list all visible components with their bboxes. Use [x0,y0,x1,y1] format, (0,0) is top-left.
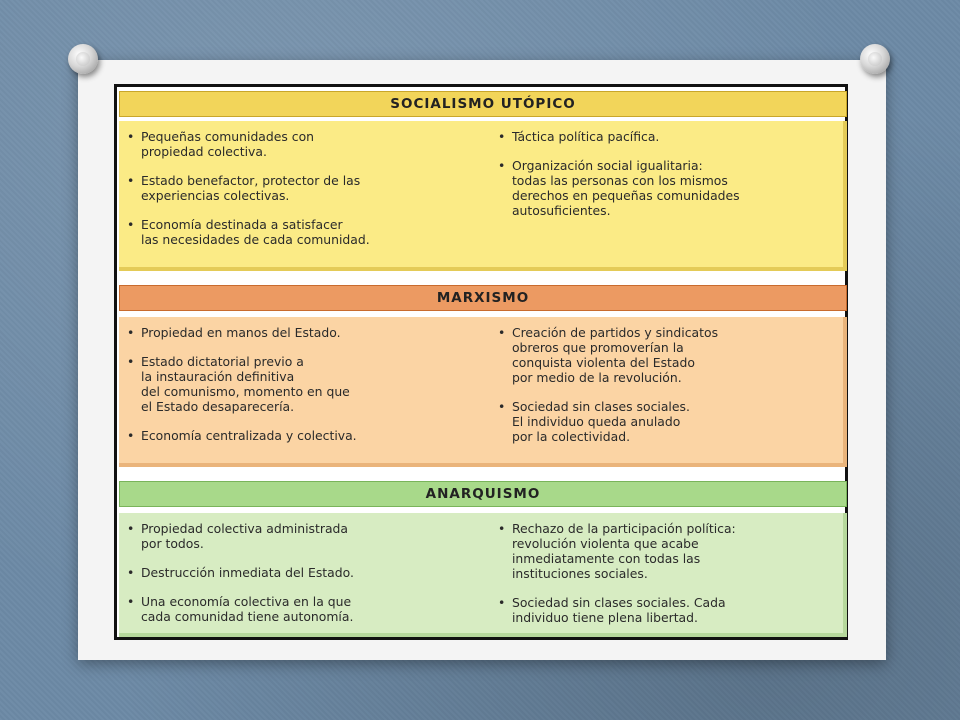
list-item [127,565,498,580]
bullet-icon: • [497,158,506,173]
bullet-icon: • [497,325,506,340]
list-item-text: Táctica política pacífica. [511,129,660,144]
list-item [498,399,837,444]
list-item-text: Propiedad en manos del Estado. [141,325,341,340]
list-item [127,521,498,551]
list-item [127,594,498,624]
list-item-text: Creación de partidos y sindicatos obreros que promoverían la conquista violenta del Estado por medio de la revolución. [511,325,719,385]
bullet-icon: • [127,173,135,188]
left-column [127,129,498,267]
left-column [127,325,498,463]
bullet-icon: • [127,428,135,443]
list-item-text: Estado dictatorial previo a la instauración definitiva del comunismo, momento en que el Estado desaparecería. [141,354,350,414]
list-item [127,325,498,340]
list-item-text: Rechazo de la participación política: revolución violenta que acabe inmediatamente con todas las instituciones sociales. [511,521,736,581]
list-item [127,173,498,203]
section-title-marxismo: MARXISMO [119,285,847,311]
list-item [127,217,498,247]
list-item-text: Economía destinada a satisfacer las necesidades de cada comunidad. [141,217,370,247]
bullet-icon: • [497,399,506,414]
list-item [498,158,837,218]
section-panel-anarquismo [119,513,847,637]
bullet-icon: • [127,354,135,369]
list-item [498,129,837,144]
bullet-icon: • [127,565,135,580]
list-item [127,354,498,414]
list-item-text: Propiedad colectiva administrada por todos. [141,521,349,551]
pushpin-icon [860,44,890,74]
bullet-icon: • [127,594,135,609]
section-title-anarquismo: ANARQUISMO [119,481,847,507]
bullet-icon: • [127,521,135,536]
list-item-text: Organización social igualitaria: todas las personas con los mismos derechos en pequeñas comunidades autosuficientes. [511,158,740,218]
section-panel-marxismo [119,317,847,467]
bullet-icon: • [127,325,135,340]
list-item [498,521,837,581]
comparison-table [114,84,848,640]
bullet-icon: • [497,129,506,144]
left-column [127,521,498,633]
list-item [127,428,498,443]
list-item [498,325,837,385]
section-panel-socialismo-utopico [119,121,847,271]
list-item-text: Economía centralizada y colectiva. [141,428,357,443]
list-item [127,129,498,159]
list-item-text: Destrucción inmediata del Estado. [141,565,354,580]
list-item [498,595,837,625]
list-item-text: Estado benefactor, protector de las experiencias colectivas. [141,173,361,203]
right-column [498,325,837,463]
right-column [498,521,837,633]
bullet-icon: • [497,521,506,536]
pushpin-icon [68,44,98,74]
list-item-text: Pequeñas comunidades con propiedad colectiva. [141,129,315,159]
bullet-icon: • [127,129,135,144]
list-item-text: Sociedad sin clases sociales. Cada individuo tiene plena libertad. [511,595,726,625]
bullet-icon: • [127,217,135,232]
bullet-icon: • [497,595,506,610]
list-item-text: Una economía colectiva en la que cada comunidad tiene autonomía. [141,594,354,624]
right-column [498,129,837,267]
list-item-text: Sociedad sin clases sociales. El individuo queda anulado por la colectividad. [511,399,690,444]
section-title-socialismo-utopico: SOCIALISMO UTÓPICO [119,91,847,117]
